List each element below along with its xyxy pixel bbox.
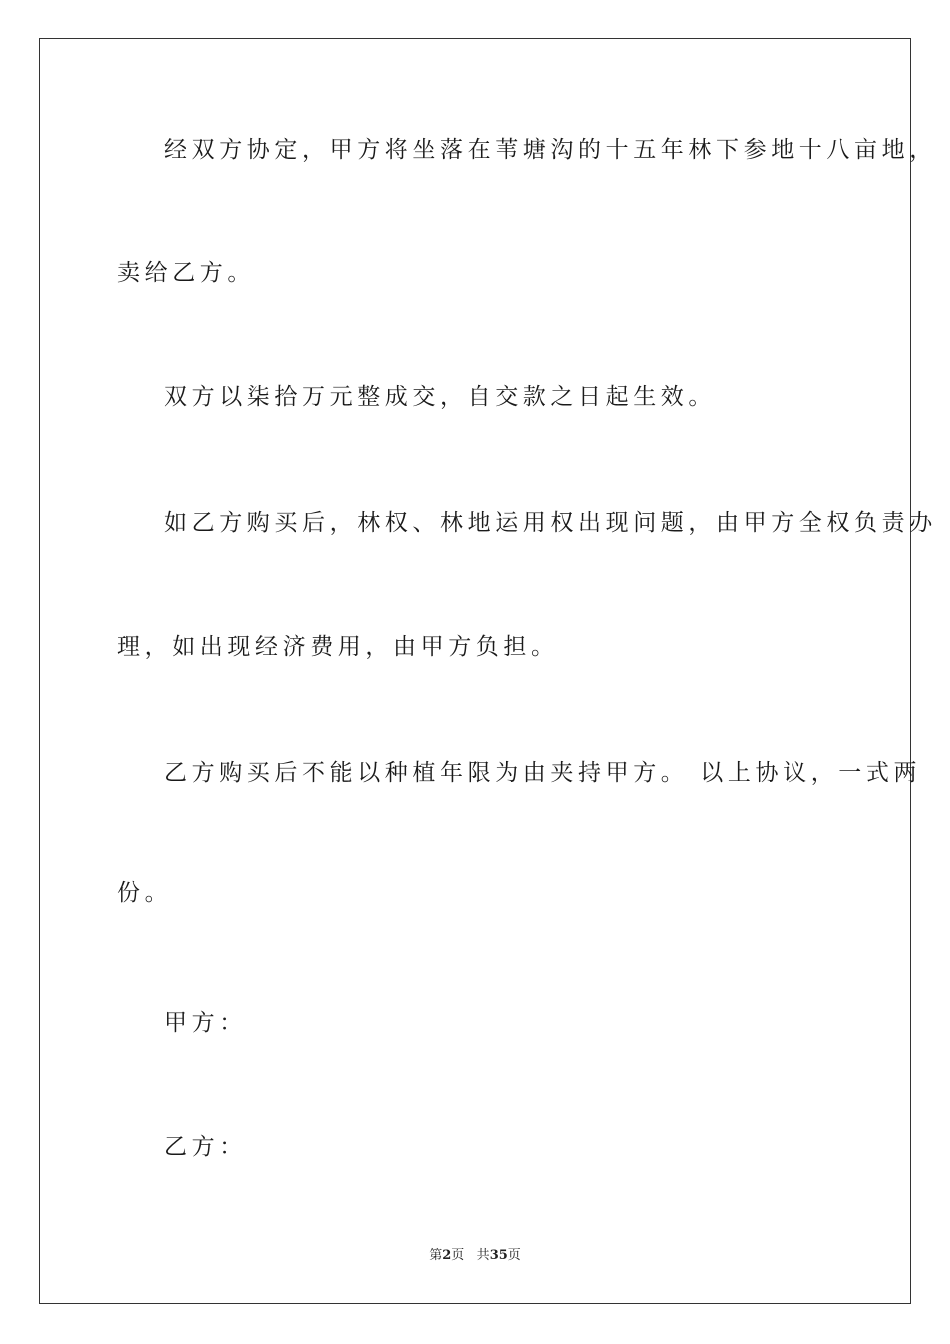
page-border <box>39 38 911 1304</box>
footer-total-suffix: 页 <box>507 1248 521 1263</box>
footer-page-number: 2 <box>442 1248 452 1263</box>
paragraph-1-line-1: 经双方协定，甲方将坐落在苇塘沟的十五年林下参地十八亩地， <box>164 137 937 163</box>
paragraph-3-line-2: 理，如出现经济费用，由甲方负担。 <box>117 634 559 660</box>
paragraph-2-line-1: 双方以柒拾万元整成交，自交款之日起生效。 <box>164 384 716 410</box>
page-footer <box>0 1247 950 1265</box>
party-a-signature-label: 甲方： <box>164 1010 247 1036</box>
paragraph-1-line-2: 卖给乙方。 <box>117 260 255 286</box>
paragraph-4-line-2: 份。 <box>117 880 173 906</box>
footer-page-suffix: 页 <box>451 1248 465 1263</box>
footer-total-prefix: 共 <box>476 1248 490 1263</box>
footer-page-prefix: 第 <box>429 1248 443 1263</box>
party-b-signature-label: 乙方： <box>164 1134 247 1160</box>
paragraph-3-line-1: 如乙方购买后，林权、林地运用权出现问题，由甲方全权负责办 <box>164 510 937 536</box>
footer-total-pages: 35 <box>489 1248 508 1263</box>
paragraph-4-line-1: 乙方购买后不能以种植年限为由夹持甲方。 以上协议，一式两 <box>164 760 922 786</box>
